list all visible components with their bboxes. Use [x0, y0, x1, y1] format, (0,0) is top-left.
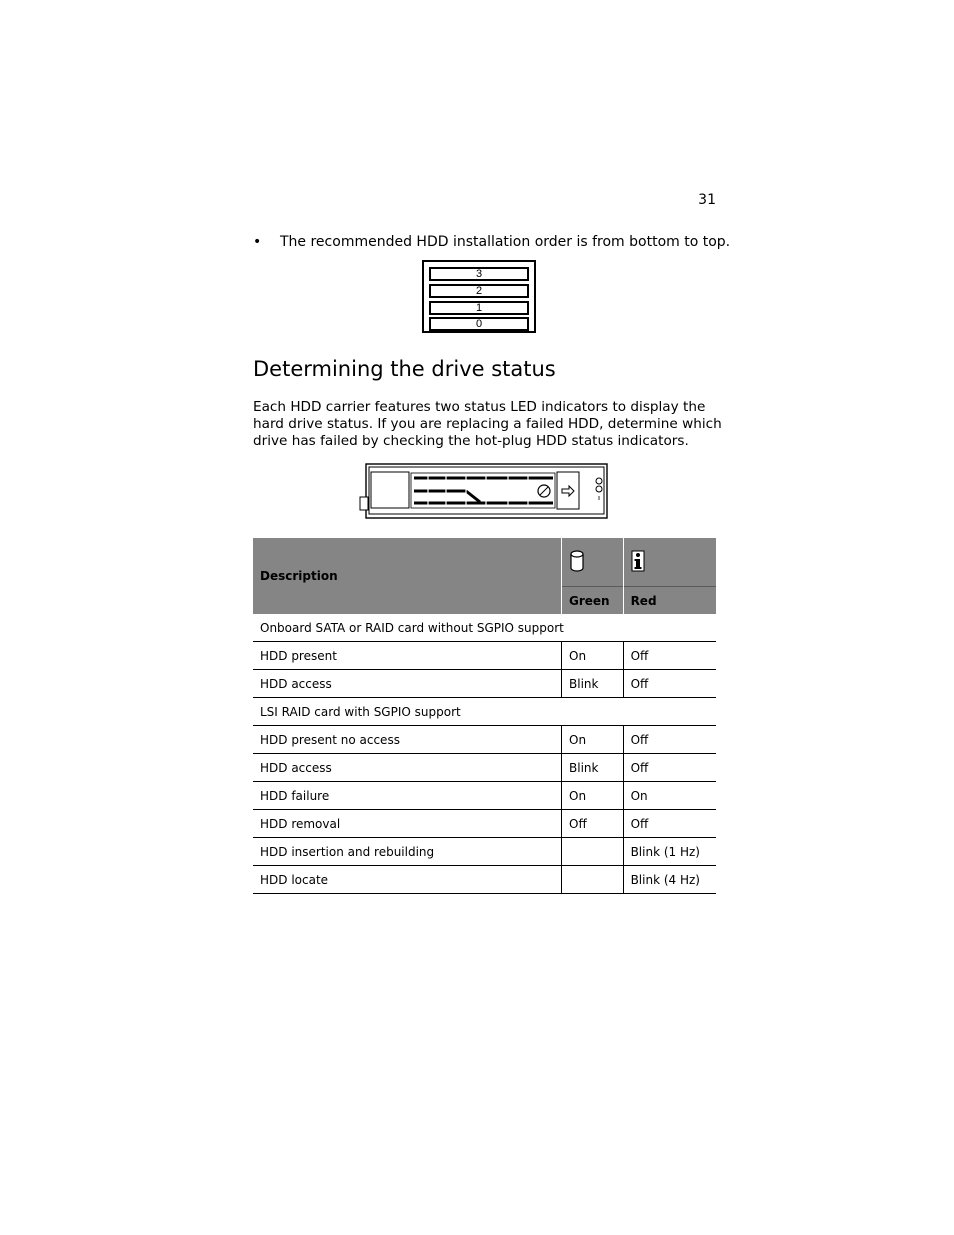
- section-title: Determining the drive status: [253, 357, 556, 381]
- table-row: [253, 754, 716, 782]
- table-row: [253, 782, 716, 810]
- row-description: HDD present: [253, 642, 562, 670]
- bay-slot-0: 0: [429, 317, 529, 331]
- row-red-value: On: [623, 782, 716, 810]
- row-green-value: On: [562, 642, 624, 670]
- table-row: [253, 866, 716, 894]
- row-description: HDD access: [253, 754, 562, 782]
- group-header-row: [253, 614, 716, 642]
- red-led-icon-cell: [623, 538, 716, 587]
- row-green-value: [562, 838, 624, 866]
- row-green-value: On: [562, 782, 624, 810]
- group-label: Onboard SATA or RAID card without SGPIO support: [253, 614, 716, 642]
- row-green-value: Off: [562, 810, 624, 838]
- row-green-value: [562, 866, 624, 894]
- row-green-value: On: [562, 726, 624, 754]
- row-red-value: Blink (4 Hz): [623, 866, 716, 894]
- hdd-bay-order-diagram: [422, 260, 536, 333]
- bullet-marker: •: [253, 234, 262, 250]
- row-red-value: Blink (1 Hz): [623, 838, 716, 866]
- page-number: 31: [698, 192, 716, 208]
- table-row: [253, 726, 716, 754]
- table-header-row: [253, 538, 716, 587]
- row-description: HDD removal: [253, 810, 562, 838]
- green-header: Green: [562, 587, 624, 615]
- led-status-table: [253, 538, 716, 894]
- row-red-value: Off: [623, 642, 716, 670]
- bay-slot-3: 3: [429, 267, 529, 281]
- bullet-text: The recommended HDD installation order is from bottom to top.: [280, 234, 731, 250]
- intro-paragraph: Each HDD carrier features two status LED indicators to display the hard drive status. If you are replacing a failed HDD, determine which drive has failed by checking the hot-plug HDD status indicators.: [253, 399, 722, 449]
- group-label: LSI RAID card with SGPIO support: [253, 698, 716, 726]
- row-green-value: Blink: [562, 670, 624, 698]
- group-header-row: [253, 698, 716, 726]
- bay-slot-2: 2: [429, 284, 529, 298]
- table-row: [253, 642, 716, 670]
- hdd-carrier-illustration: [358, 462, 610, 526]
- description-header: Description: [253, 538, 562, 614]
- hdd-cylinder-icon: [569, 561, 585, 575]
- row-description: HDD locate: [253, 866, 562, 894]
- row-red-value: Off: [623, 670, 716, 698]
- green-led-icon-cell: [562, 538, 624, 587]
- bay-slot-1: 1: [429, 301, 529, 315]
- table-row: [253, 838, 716, 866]
- row-red-value: Off: [623, 810, 716, 838]
- row-red-value: Off: [623, 754, 716, 782]
- red-header: Red: [623, 587, 716, 615]
- row-red-value: Off: [623, 726, 716, 754]
- info-i-icon: [631, 561, 645, 575]
- row-description: HDD failure: [253, 782, 562, 810]
- row-green-value: Blink: [562, 754, 624, 782]
- table-row: [253, 670, 716, 698]
- row-description: HDD access: [253, 670, 562, 698]
- row-description: HDD insertion and rebuilding: [253, 838, 562, 866]
- table-row: [253, 810, 716, 838]
- row-description: HDD present no access: [253, 726, 562, 754]
